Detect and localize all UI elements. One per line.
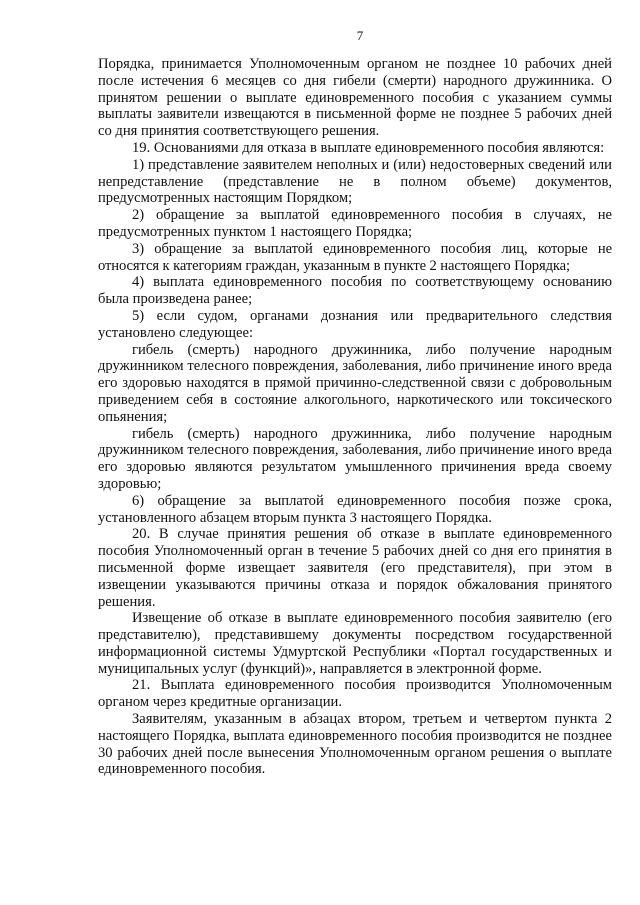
paragraph-subclause-6: 6) обращение за выплатой единовременного пособия позже срока, установленного абзацем вторым пункта 3 настоящего Порядка. <box>98 492 612 526</box>
paragraph-clause-19: 19. Основаниями для отказа в выплате единовременного пособия являются: <box>132 139 605 156</box>
paragraph-subclause-3: 3) обращение за выплатой единовременного пособия лиц, которые не относятся к категориям граждан, указанным в пункте 2 настоящего Порядка; <box>98 240 612 274</box>
paragraph-subclause-5: 5) если судом, органами дознания или предварительного следствия установлено следующее: <box>98 307 612 341</box>
paragraph-clause-20-notice: Извещение об отказе в выплате единовременного пособия заявителю (его представителю), представившему документы посредством государственной информационной системы Удмуртской Республики «Портал государственных и муниципальных услуг (функций)», направляется в электронной форме. <box>98 610 612 677</box>
paragraph-subclause-5-item-1: гибель (смерть) народного дружинника, либо получение народным дружинником телесного повреждения, заболевания, либо причинение иного вреда его здоровью находятся в прямой причинно-следственной связи с добровольным приведением себя в состояние алкогольного, наркотического или токсического опьянения; <box>98 341 612 425</box>
paragraph-subclause-5-item-2: гибель (смерть) народного дружинника, либо получение народным дружинником телесного повреждения, заболевания, либо причинение иного вреда его здоровью являются результатом умышленного причинения вреда своему здоровью; <box>98 425 612 492</box>
paragraph-clause-20: 20. В случае принятия решения об отказе в выплате единовременного пособия Уполномоченный орган в течение 5 рабочих дней со дня его принятия в письменной форме извещает заявителя (его представителя), при этом в извещении указываются причины отказа и порядок обжалования принятого решения. <box>98 526 612 610</box>
page-number: 7 <box>356 28 364 43</box>
paragraph-clause-21-applicants: Заявителям, указанным в абзацах втором, третьем и четвертом пункта 2 настоящего Порядка, выплата единовременного пособия производится не позднее 30 рабочих дней после вынесения Уполномоченным органом решения о выплате единовременного пособия. <box>98 711 612 778</box>
paragraph-subclause-4: 4) выплата единовременного пособия по соответствующему основанию была произведена ранее; <box>98 274 612 308</box>
paragraph-subclause-2: 2) обращение за выплатой единовременного пособия в случаях, не предусмотренных пунктом 1 настоящего Порядка; <box>98 207 612 240</box>
paragraph-subclause-1: 1) представление заявителем неполных и (или) недостоверных сведений или непредставление (представление не в полном объеме) документов, предусмотренных настоящим Порядком; <box>98 156 612 207</box>
paragraph: Порядка, принимается Уполномоченным органом не позднее 10 рабочих дней после истечения 6 месяцев со дня гибели (смерти) народного дружинника. О принятом решении о выплате единовременного пособия с указанием суммы выплаты заявители извещаются в письменной форме не позднее 5 рабочих дней со дня принятия соответствующего решения. <box>98 56 612 140</box>
paragraph-clause-21: 21. Выплата единовременного пособия производится Уполномоченным органом через кредитные организации. <box>98 677 612 711</box>
document-body <box>98 56 612 778</box>
